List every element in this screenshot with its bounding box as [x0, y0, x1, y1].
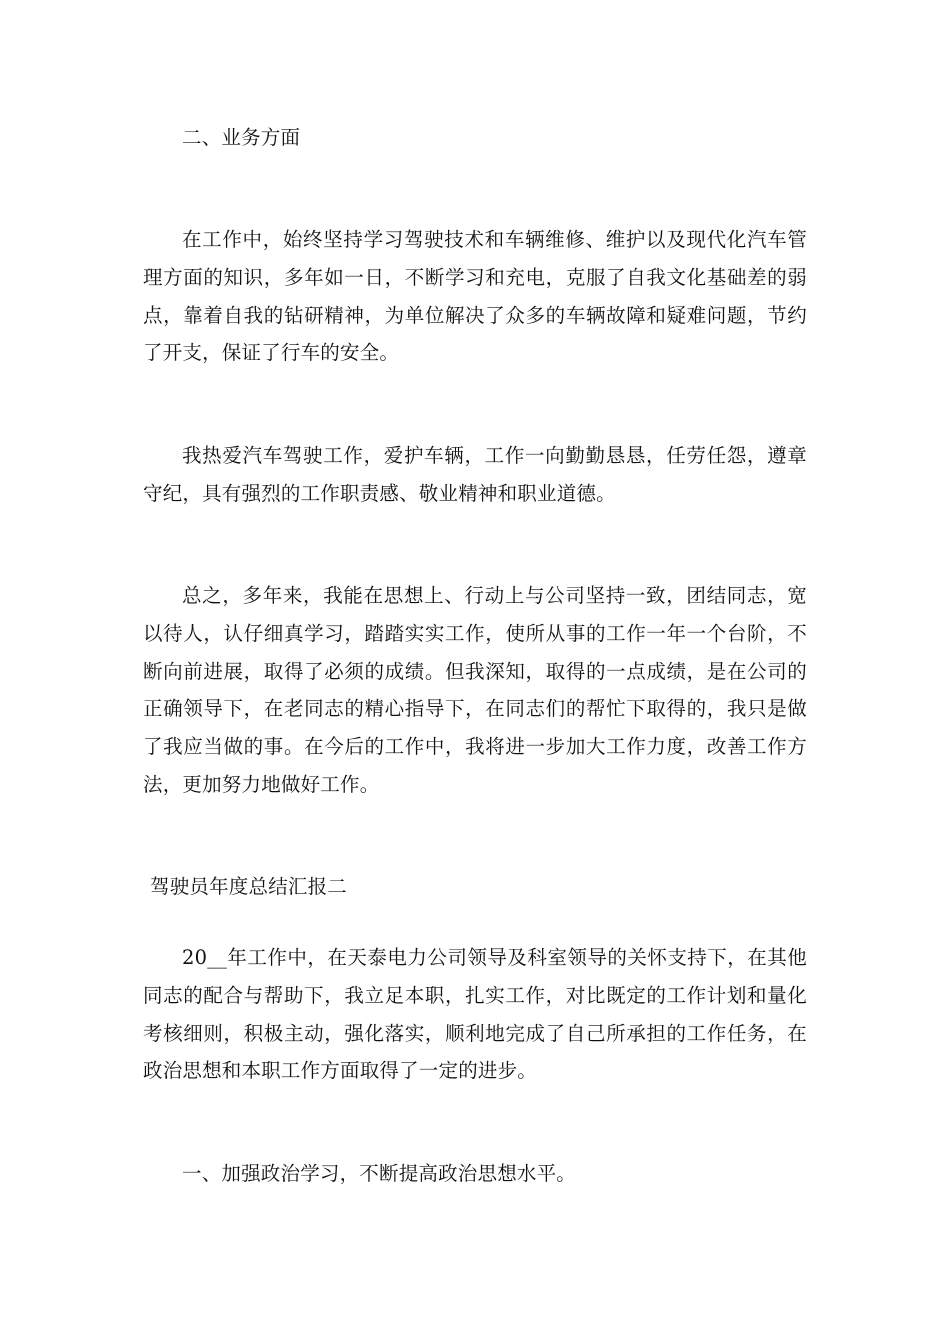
heading-business: 二、业务方面	[182, 126, 301, 149]
paragraph-business: 在工作中，始终坚持学习驾驶技术和车辆维修、维护以及现代化汽车管理方面的知识，多年如一日，不断学习和充电，克服了自我文化基础差的弱点，靠着自我的钻研精神，为单位解决了众多的车辆故障和疑难问题，节约了开支，保证了行车的安全。	[143, 228, 807, 365]
paragraph-intro-two: 20__年工作中，在天泰电力公司领导及科室领导的关怀支持下，在其他同志的配合与帮助下，我立足本职，扎实工作，对比既定的工作计划和量化考核细则，积极主动，强化落实，顺利地完成了自己所承担的工作任务，在政治思想和本职工作方面取得了一定的进步。	[143, 946, 807, 1083]
section-title-two: 驾驶员年度总结汇报二	[150, 875, 348, 898]
paragraph-love-of-work: 我热爱汽车驾驶工作，爱护车辆，工作一向勤勤恳恳，任劳任怨，遵章守纪，具有强烈的工作职责感、敬业精神和职业道德。	[143, 444, 807, 505]
heading-politics: 一、加强政治学习，不断提高政治思想水平。	[182, 1162, 577, 1185]
paragraph-summary: 总之，多年来，我能在思想上、行动上与公司坚持一致，团结同志，宽以待人，认仔细真学习，踏踏实实工作，使所从事的工作一年一个台阶，不断向前进展，取得了必须的成绩。但我深知，取得的一点成绩，是在公司的正确领导下，在老同志的精心指导下，在同志们的帮忙下取得的，我只是做了我应当做的事。在今后的工作中，我将进一步加大工作力度，改善工作方法，更加努力地做好工作。	[143, 584, 807, 796]
